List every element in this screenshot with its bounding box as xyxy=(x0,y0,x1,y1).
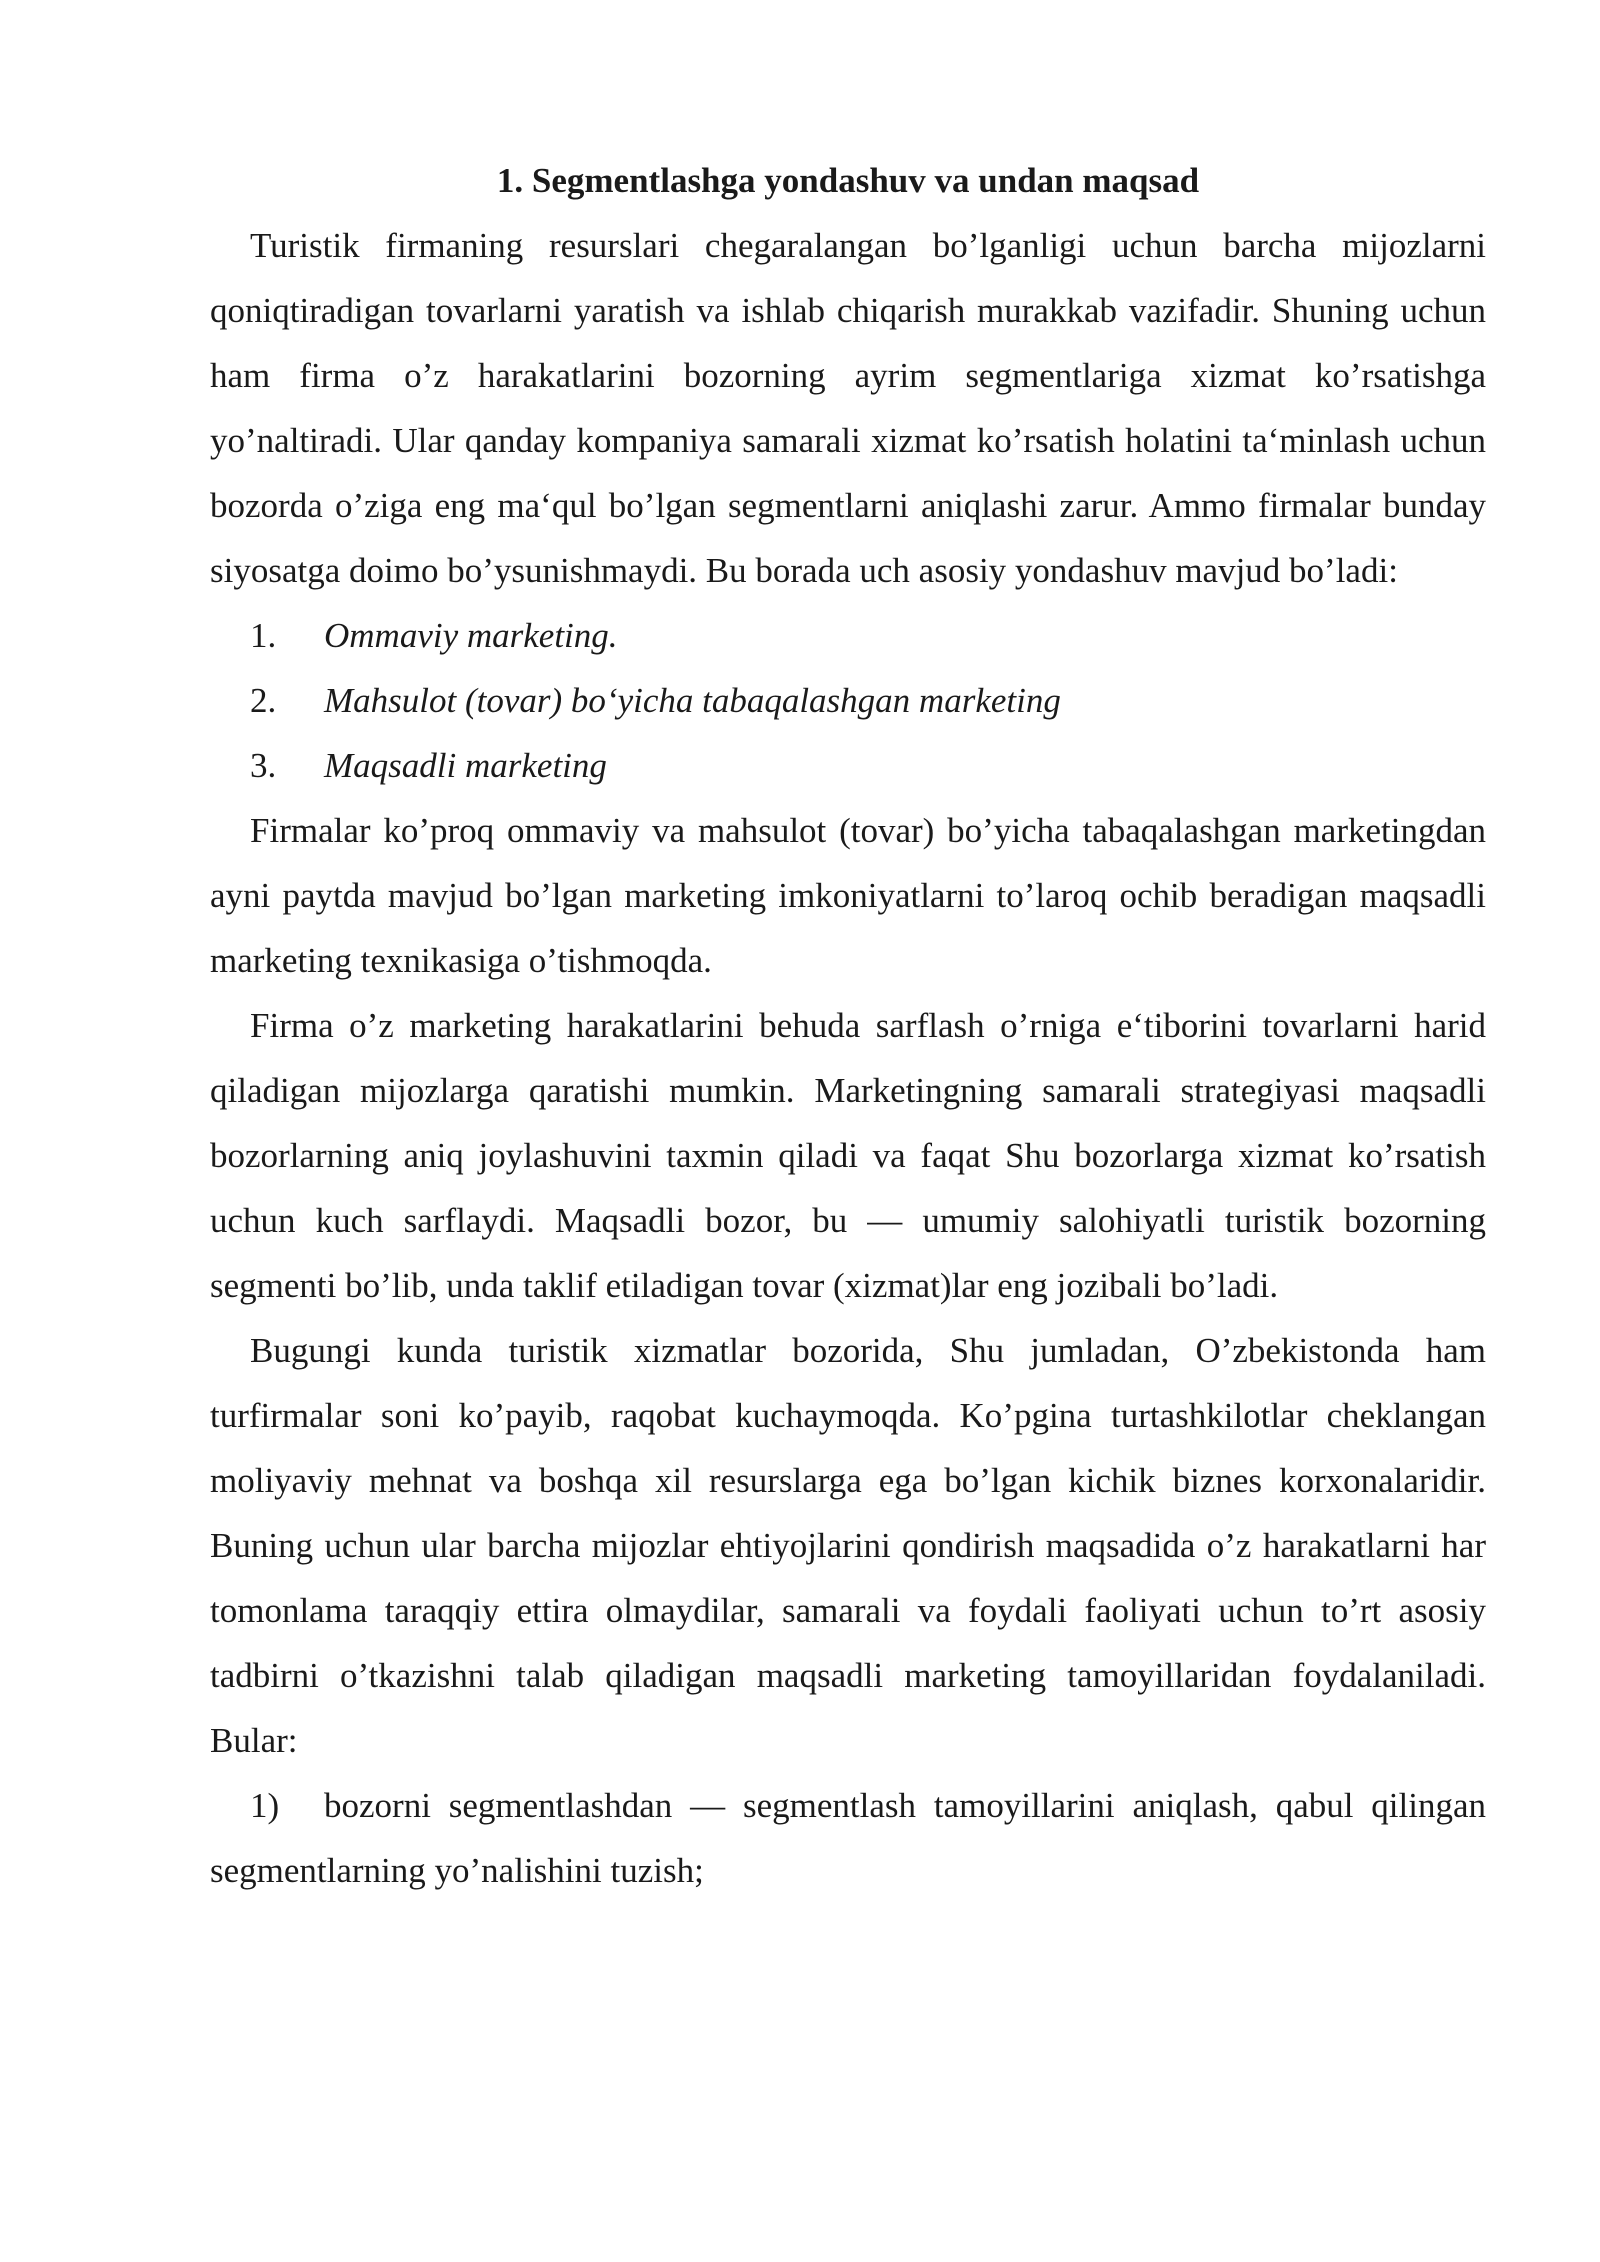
body-paragraph: Bugungi kunda turistik xizmatlar bozorida, Shu jumladan, O’zbekistonda ham turfirmalar soni ko’payib, raqobat kuchaymoqda. Ko’pgina turtashkilotlar cheklangan moliyaviy mehnat va boshqa xil resurslarga ega bo’lgan kichik biznes korxonalaridir. Buning uchun ular barcha mijozlar ehtiyojlarini qondirish maqsadida o’z harakatlarni har tomonlama taraqqiy ettira olmaydilar, samarali va foydali faoliyati uchun to’rt asosiy tadbirni o’tkazishni talab qiladigan maqsadli marketing tamoyillaridan foydalaniladi. Bular: xyxy=(210,1331,1486,1760)
section-title: 1. Segmentlashga yondashuv va undan maqsad xyxy=(496,161,1200,200)
list-text: Mahsulot (tovar) bo‘yicha tabaqalashgan marketing xyxy=(324,681,1061,720)
list-number: 3. xyxy=(250,746,277,785)
document-body xyxy=(210,148,1486,1903)
body-paragraph: Firma o’z marketing harakatlarini behuda sarflash o’rniga e‘tiborini tovarlarni harid qiladigan mijozlarga qaratishi mumkin. Marketingning samarali strategiyasi maqsadli bozorlarning aniq joylashuvini taxmin qiladi va faqat Shu bozorlarga xizmat ko’rsatish uchun kuch sarflaydi. Maqsadli bozor, bu — umumiy salohiyatli turistik bozorning segmenti bo’lib, unda taklif etiladigan tovar (xizmat)lar eng jozibali bo’ladi. xyxy=(210,1006,1486,1305)
step-list-item xyxy=(210,1773,1486,1903)
approach-list-item xyxy=(210,668,1486,733)
approach-list-item xyxy=(210,733,1486,798)
step-number: 1) xyxy=(250,1786,280,1825)
body-paragraph: Firmalar ko’proq ommaviy va mahsulot (tovar) bo’yicha tabaqalashgan marketingdan ayni paytda mavjud bo’lgan marketing imkoniyatlarni to’laroq ochib beradigan maqsadli marketing texnikasiga o’tishmoqda. xyxy=(210,811,1486,980)
list-number: 1. xyxy=(250,616,277,655)
list-number: 2. xyxy=(250,681,277,720)
intro-paragraph: Turistik firmaning resurslari chegaralangan bo’lganligi uchun barcha mijozlarni qoniqtiradigan tovarlarni yaratish va ishlab chiqarish murakkab vazifadir. Shuning uchun ham firma o’z harakatlarini bozorning ayrim segmentlariga xizmat ko’rsatishga yo’naltiradi. Ular qanday kompaniya samarali xizmat ko’rsatish holatini ta‘minlash uchun bozorda o’ziga eng ma‘qul bo’lgan segmentlarni aniqlashi zarur. Ammo firmalar bunday siyosatga doimo bo’ysunishmaydi. Bu borada uch asosiy yondashuv mavjud bo’ladi: xyxy=(210,226,1486,590)
list-text: Ommaviy marketing. xyxy=(324,616,618,655)
approach-list-item xyxy=(210,603,1486,668)
list-text: Maqsadli marketing xyxy=(324,746,607,785)
step-text: bozorni segmentlashdan — segmentlash tamoyillarini aniqlash, qabul qilingan segmentlarning yo’nalishini tuzish; xyxy=(210,1786,1486,1890)
